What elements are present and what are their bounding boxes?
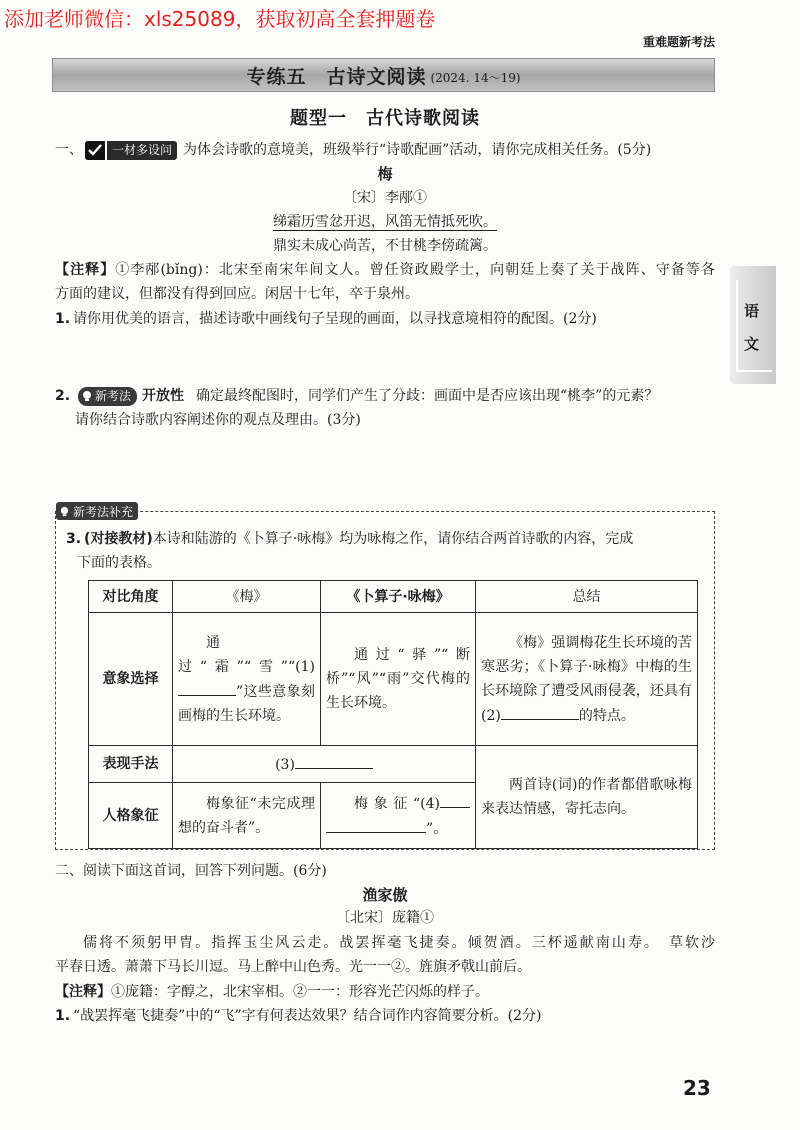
section-heading: 题型一 古代诗歌阅读 <box>290 108 480 129</box>
question-text: 请你用优美的语言，描述诗歌中画线句子呈现的画面，以寻找意境相符的配图。(2分) <box>73 311 597 327</box>
supplement-label <box>56 502 138 520</box>
part2-instruction: 二、阅读下面这首词，回答下列问题。(6分) <box>55 863 327 879</box>
new-exam-method-badge <box>78 387 137 406</box>
cell-text: 《梅》强调梅花生长环境的苦寒恶劣；《卜算子·咏梅》中梅的生长环境除了遭受风雨侵袭，还具有(2) <box>481 634 692 724</box>
part1-number: 一、 <box>55 142 83 158</box>
poem1-title: 梅 <box>377 165 393 183</box>
tab-bracket <box>736 280 772 372</box>
table-row <box>89 613 698 746</box>
note-text: ①庞籍：字醇之，北宋宰相。②一一：形容光芒闪烁的样子。 <box>111 984 489 1000</box>
answer-blank-2 <box>501 703 579 720</box>
table-row <box>89 746 698 783</box>
cell-text: 通过“霜”“雪”“(1) <box>178 634 315 675</box>
table-cell-summary <box>476 613 698 746</box>
row-label: 人格象征 <box>89 783 173 849</box>
question-3 <box>66 527 633 575</box>
question-number: 2. <box>55 388 71 404</box>
question-1 <box>55 307 597 331</box>
question-2-line-2: 请你结合诗歌内容阐述你的观点及理由。(3分) <box>75 412 361 428</box>
answer-blank-3 <box>295 752 373 769</box>
table-header: 对比角度 <box>89 581 173 613</box>
lightbulb-icon <box>59 506 70 517</box>
part1-instruction-line <box>55 138 651 162</box>
poem1-underlined-line: 绨霜历雪忿开迟，风笛无情抵死吹。 <box>273 214 497 230</box>
table-header: 《梅》 <box>173 581 321 613</box>
row-label: 意象选择 <box>89 613 173 746</box>
table-cell-mei: 梅象征“未完成理想的奋斗者”。 <box>173 783 321 849</box>
poem2-title: 渔家傲 <box>362 886 408 904</box>
answer-blank-4a <box>440 791 470 808</box>
wechat-promo-text: 添加老师微信：xls25089，获取初高全套押题卷 <box>4 7 436 31</box>
table-cell-busuanzi: 通过“驿”“断桥”“风”“雨”交代梅的生长环境。 <box>321 613 476 746</box>
question-3-line-2: 下面的表格。 <box>77 555 161 571</box>
poem1-note-line-1 <box>55 258 715 282</box>
side-tab-char: 文 <box>744 335 760 353</box>
supplement-label-text: 新考法补充 <box>73 504 134 519</box>
poem1-note <box>55 258 715 306</box>
note-label: 【注释】 <box>55 984 111 1000</box>
table-header: 《卜算子·咏梅》 <box>321 581 476 613</box>
poem1-line-2: 鼎实未成心尚苦，不甘桃李傍疏篱。 <box>273 238 497 254</box>
chapter-range: (2024. 14～19) <box>430 70 521 85</box>
question-2 <box>55 384 658 432</box>
question-tag: (对接教材) <box>84 531 153 547</box>
table-cell-busuanzi <box>321 783 476 849</box>
question-number: 1. <box>55 1008 71 1024</box>
cell-text: ”这些意象刻画梅的生长环境。 <box>178 683 315 724</box>
one-material-multi-question-badge <box>85 141 177 160</box>
chapter-banner <box>52 58 715 92</box>
poem1-note-line-2: 方面的建议，但都没有得到回应。闲居十七年，卒于泉州。 <box>55 286 419 302</box>
comparison-table <box>88 580 698 849</box>
poem1-author: 〔宋〕李邴① <box>343 190 427 206</box>
badge-label: 一材多设问 <box>112 143 173 157</box>
poem1-line-1 <box>55 210 715 234</box>
part2-question-1 <box>55 1004 541 1028</box>
row-label: 表现手法 <box>89 746 173 783</box>
poem2-line-2: 平春日透。萧萧下马长川逗。马上醉中山色秀。光一一②。旌旗矛戟山前后。 <box>55 959 531 975</box>
question-text: 本诗和陆游的《卜算子·咏梅》均为咏梅之作，请你结合两首诗歌的内容，完成 <box>152 531 634 547</box>
poem2-author: 〔北宋〕庞籍① <box>336 910 434 926</box>
cell-text: ”。 <box>426 820 448 837</box>
table-header: 总结 <box>476 581 698 613</box>
cell-text: 的特点。 <box>578 707 635 724</box>
question-text: “战罢挥毫飞捷奏”中的“飞”字有何表达效果？结合词作内容简要分析。(2分) <box>73 1008 542 1024</box>
question-number: 3. <box>66 531 82 547</box>
cell-text: (3) <box>275 756 295 773</box>
series-tag: 重难题新考法 <box>642 35 715 49</box>
chapter-title: 专练五 古诗文阅读 <box>246 65 427 88</box>
table-header-row <box>89 581 698 613</box>
note-label: 【注释】 <box>55 262 116 278</box>
answer-blank-1 <box>178 679 236 696</box>
question-3-line-1 <box>66 527 633 551</box>
question-text: 确定最终配图时，同学们产生了分歧：画面中是否应该出现“桃李”的元素？ <box>196 388 659 404</box>
poem2-note <box>55 980 489 1004</box>
note-text: ①李邴(bǐng)：北宋至南宋年间文人。曾任资政殿学士，向朝廷上奏了关于战阵、守备等各 <box>115 262 716 278</box>
answer-blank-4b <box>326 816 426 833</box>
page-number: 23 <box>683 1076 711 1100</box>
question-tag: 开放性 <box>142 388 185 404</box>
lightbulb-icon <box>81 390 93 402</box>
table-cell-mei <box>173 613 321 746</box>
question-2-line-1 <box>55 384 658 408</box>
part1-instruction: 为体会诗歌的意境美，班级举行“诗歌配画”活动，请你完成相关任务。(5分) <box>183 142 652 158</box>
poem2-body <box>55 931 715 979</box>
question-number: 1. <box>55 311 71 327</box>
poem2-line-1: 儒将不须躬甲胄。指挥玉尘风云走。战罢挥毫飞捷奏。倾贺酒。三杯遥献南山寿。 草软沙 <box>83 935 715 951</box>
table-cell-summary-shared: 两首诗(词)的作者都借歌咏梅来表达情感，寄托志向。 <box>476 746 698 849</box>
cell-text: 梅象征“(4) <box>354 795 440 812</box>
badge-label: 新考法 <box>95 389 132 403</box>
check-icon <box>85 141 107 160</box>
side-tab-char: 语 <box>744 302 760 320</box>
subject-side-tab <box>730 266 776 384</box>
table-cell-technique <box>173 746 476 783</box>
